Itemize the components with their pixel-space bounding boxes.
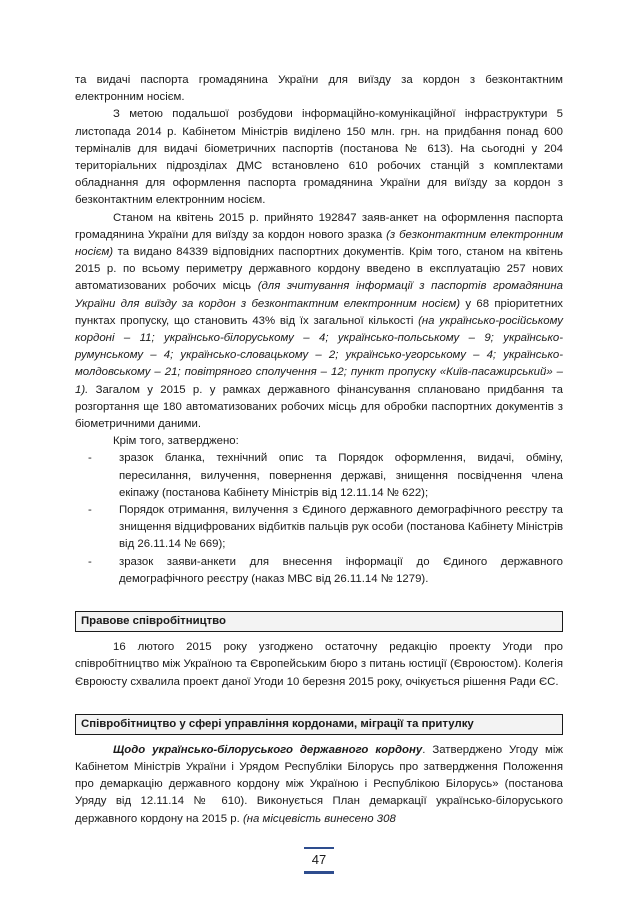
- paragraph-approved-lead: Крім того, затверджено:: [113, 435, 239, 448]
- list-item: - Порядок отримання, вилучення з Єдиного державного демографічного реєстру та знищення відцифрованих відбитків пальців рук особи (постанова Кабінету Міністрів від 26.11.14 № 669);: [88, 504, 563, 551]
- section-heading-legal: Правове співробітництво: [75, 611, 563, 632]
- paragraph-statistics: Станом на квітень 2015 р. прийнято 192847 заяв-анкет на оформлення паспорта громадянина України для виїзду за кордон нового зразка (з безконтактним електронним носієм) та видано 84339 відповідних паспортних документів. Крім того, станом на квітень 2015 р. по всьому периметру державного кордону введено в експлуатацію 257 нових автоматизованих робочих місць (для зчитування інформації з паспортів громадянина України для виїзду за кордон з безконтактним електронним носієм) у 68 пріоритетних пунктах пропуску, що становить 43% від їх загальної кількості (на українсько-російському кордоні – 11; українсько-білоруському – 4; українсько-польському – 9; українсько-румунському – 4; українсько-словацькому – 2; українсько-угорському – 4; українсько-молдовському – 21; повітряного сполучення – 12; пункт пропуску «Київ-пасажирський» – 1). Загалом у 2015 р. у рамках державного фінансування сплановано придбання та розгортання ще 180 автоматизованих робочих місць для обробки паспортних документів з біометричними даними.: [75, 211, 564, 431]
- list-item: - зразок бланка, технічний опис та Порядок оформлення, видачі, обміну, пересилання, вилучення, повернення державі, знищення посвідчення члена екіпажу (постанова Кабінету Міністрів від 12.11.14 № 622);: [88, 452, 563, 499]
- page-number: 47: [311, 852, 327, 867]
- approved-list: [75, 450, 563, 588]
- list-item: - зразок заяви-анкети для внесення інформації до Єдиного державного демографічного реєстру (наказ МВС від 26.11.14 № 1279).: [88, 555, 563, 585]
- footer-rule-top: [304, 847, 334, 849]
- paragraph-legal: 16 лютого 2015 року узгоджено остаточну редакцію проекту Угоди про співробітництво між Україною та Європейським бюро з питань юстиції (Євроюстом). Колегія Євроюсту схвалила проект даної Угоди 10 березня 2015 року, очікується рішення Ради ЄС.: [75, 641, 563, 688]
- paragraph-infrastructure: З метою подальшої розбудови інформаційно-комунікаційної інфраструктури 5 листопада 2014 р. Кабінетом Міністрів виділено 150 млн. грн. на придбання понад 600 терміналів для видачі біометричних паспортів (постанова № 613). На сьогодні у 204 територіальних підрозділах ДМС встановлено 610 робочих станцій з комплектами обладнання для оформлення паспорта громадянина України для виїзду за кордон з безконтактним електронним носієм.: [75, 108, 563, 207]
- paragraph-intro: та видачі паспорта громадянина України для виїзду за кордон з безконтактним електронним носієм.: [75, 74, 563, 104]
- footer-rule-bottom: [304, 871, 334, 874]
- paragraph-borders: Щодо українсько-білоруського державного кордону. Затверджено Угоду між Кабінетом Міністрів України і Урядом Республіки Білорусь про затвердження Положення про демаркацію державного кордону між Україною і Республікою Білорусь» (постанова Уряду від 12.11.14 № 610). Виконується План демаркації українсько-білоруського державного кордону на 2015 р. (на місцевість винесено 308: [75, 743, 563, 825]
- page-body: [75, 72, 563, 828]
- section-heading-borders: Співробітництво у сфері управління кордонами, міграції та притулку: [75, 714, 563, 735]
